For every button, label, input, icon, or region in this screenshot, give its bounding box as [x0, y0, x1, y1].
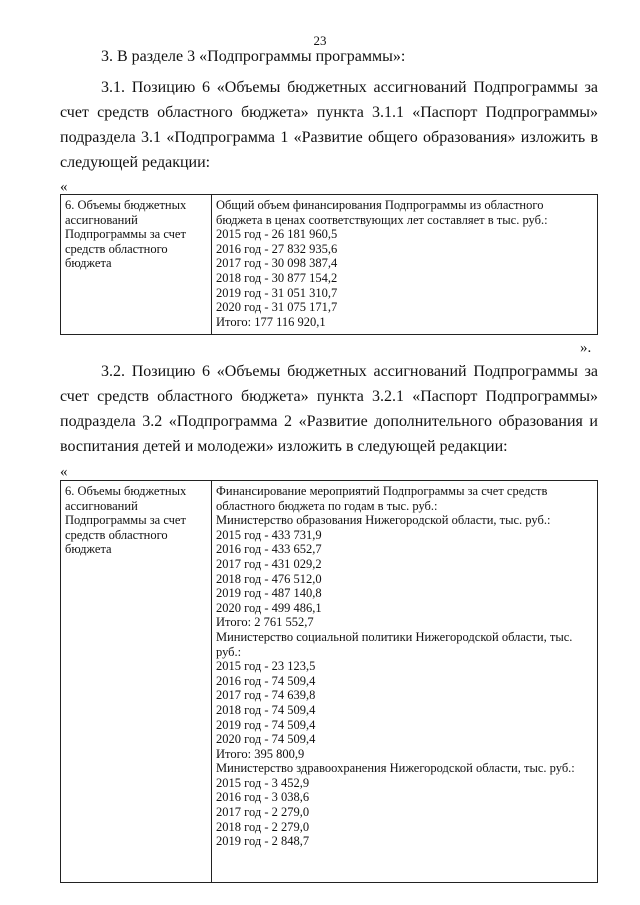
ministry-education-year-row: 2018 год - 476 512,0 — [216, 571, 322, 586]
ministry-health-heading: Министерство здравоохранения Нижегородской области, тыс. руб.: — [216, 761, 575, 776]
ministry-education-year-row: 2019 год - 487 140,8 — [216, 586, 322, 601]
ministry-health-year-row: 2016 год - 3 038,6 — [216, 790, 310, 805]
ministry-education-year-row: 2020 год - 499 486,1 — [216, 600, 322, 615]
ministry-social-policy-year-row: 2020 год - 74 509,4 — [216, 732, 316, 747]
ministry-health-year-row: 2019 год - 2 848,7 — [216, 834, 310, 849]
table-1-year-row: 2017 год - 30 098 387,4 — [216, 256, 338, 271]
table-2-left-cell: 6. Объемы бюджетных ассигнований Подпрограммы за счет средств областного бюджета — [61, 481, 212, 883]
ministry-health-year-row: 2015 год - 3 452,9 — [216, 775, 310, 790]
ministry-education-year-row: 2015 год - 433 731,9 — [216, 527, 322, 542]
ministry-social-policy-year-row: 2018 год - 74 509,4 — [216, 702, 316, 717]
quote-close-1: ». — [580, 340, 592, 356]
table-1-year-row: 2015 год - 26 181 960,5 — [216, 227, 338, 242]
table-subprogram-2-funding — [60, 480, 598, 883]
table-subprogram-1-funding — [60, 194, 598, 335]
paragraph-3-1: 3.1. Позицию 6 «Объемы бюджетных ассигнований Подпрограммы за счет средств областного бюджета» пункта 3.1.1 «Паспорт Подпрограммы» подраздела 3.1 «Подпрограмма 1 «Развитие общего образования» изложить в следующей редакции: — [60, 79, 598, 171]
table-1-year-row: 2018 год - 30 877 154,2 — [216, 270, 338, 285]
page-number: 23 — [313, 33, 327, 48]
table-2-intro: Финансирование мероприятий Подпрограммы за счет средств областного бюджета по годам в тыс. руб.: — [216, 484, 548, 513]
table-1-year-row: 2019 год - 31 051 310,7 — [216, 285, 338, 300]
ministry-social-policy-year-row: 2017 год - 74 639,8 — [216, 688, 316, 703]
table-1-year-row: 2020 год - 31 075 171,7 — [216, 300, 338, 315]
ministry-education-total: Итого: 2 761 552,7 — [216, 615, 314, 630]
section-heading: 3. В разделе 3 «Подпрограммы программы»: — [101, 48, 406, 65]
ministry-health-year-row: 2018 год - 2 279,0 — [216, 819, 310, 834]
quote-open-2: « — [60, 464, 68, 480]
ministry-education-year-row: 2017 год - 431 029,2 — [216, 556, 322, 571]
ministry-social-policy-year-row: 2015 год - 23 123,5 — [216, 659, 316, 674]
ministry-health-year-row: 2017 год - 2 279,0 — [216, 805, 310, 820]
table-1-total: Итого: 177 116 920,1 — [216, 314, 326, 329]
ministry-social-policy-total: Итого: 395 800,9 — [216, 746, 305, 761]
quote-open-1: « — [60, 179, 68, 195]
table-1-right-cell — [212, 195, 598, 335]
paragraph-3-2: 3.2. Позицию 6 «Объемы бюджетных ассигнований Подпрограммы за счет средств областного бюджета» пункта 3.2.1 «Паспорт Подпрограммы» подраздела 3.2 «Подпрограмма 2 «Развитие дополнительного образования и воспитания детей и молодежи» изложить в следующей редакции: — [60, 363, 598, 455]
table-2-right-cell — [212, 481, 598, 883]
table-1-year-row: 2016 год - 27 832 935,6 — [216, 241, 338, 256]
table-1-left-cell: 6. Объемы бюджетных ассигнований Подпрограммы за счет средств областного бюджета — [61, 195, 212, 335]
ministry-education-heading: Министерство образования Нижегородской области, тыс. руб.: — [216, 513, 551, 528]
ministry-social-policy-year-row: 2016 год - 74 509,4 — [216, 673, 316, 688]
ministry-social-policy-year-row: 2019 год - 74 509,4 — [216, 717, 316, 732]
table-1-intro: Общий объем финансирования Подпрограммы из областного бюджета в ценах соответствующих лет составляет в тыс. руб.: — [216, 198, 548, 227]
ministry-education-year-row: 2016 год - 433 652,7 — [216, 542, 322, 557]
ministry-social-policy-heading: Министерство социальной политики Нижегородской области, тыс. руб.: — [216, 629, 573, 659]
